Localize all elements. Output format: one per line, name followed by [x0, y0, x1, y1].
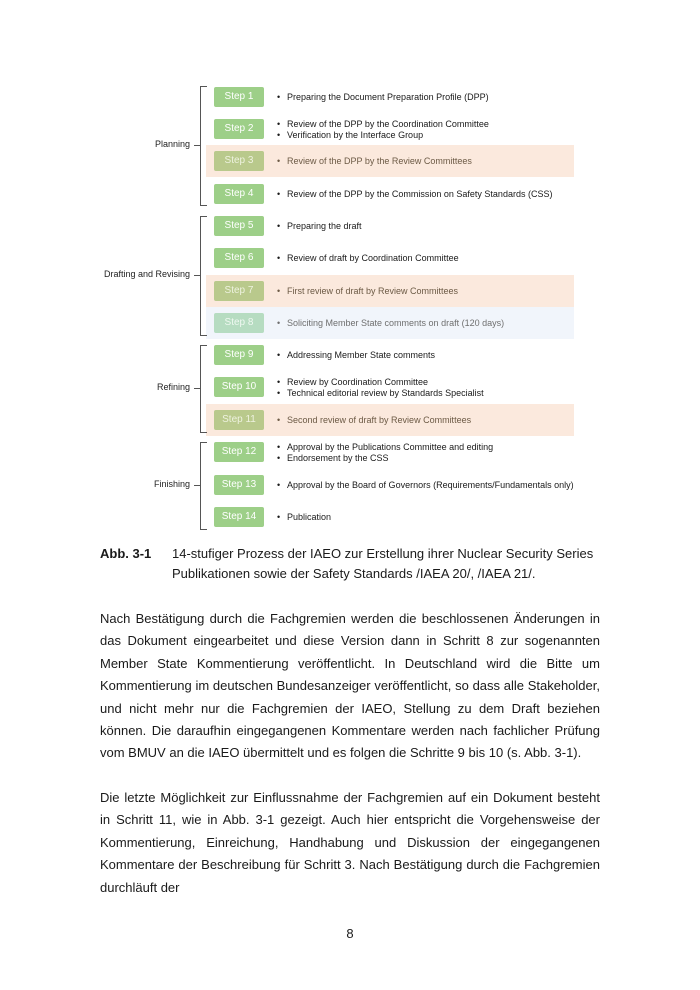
step-7-box: Step 7	[214, 281, 264, 301]
step-11-box: Step 11	[214, 410, 264, 430]
step-11-item: • Second review of draft by Review Committees	[277, 415, 472, 425]
caption-label: Abb. 3-1	[100, 546, 152, 561]
page-number: 8	[346, 926, 354, 941]
step-14-item: • Publication	[277, 512, 332, 522]
refining-bracket	[200, 345, 207, 433]
step-6-box: Step 6	[214, 248, 264, 268]
step-9-item: • Addressing Member State comments	[277, 350, 436, 360]
phase-label-planning: Planning	[154, 139, 190, 149]
paragraph: Die letzte Möglichkeit zur Einflussnahme der Fachgremien auf ein Dokument besteht in Schritt 11, wie in Abb. 3-1 gezeigt. Auch hier entspricht die Vorgehensweise der Kommentierung, Einreichung, Handhabung und Diskussion der eingegangenen Kommentare der Beschreibung für Schritt 3. Nach Bestätigung durch die Fachgremien durchläuft der	[100, 790, 600, 895]
drafting-bracket	[200, 216, 207, 336]
step-1-box: Step 1	[214, 87, 264, 107]
phase-label-finishing: Finishing	[153, 479, 190, 489]
step-5-item: • Preparing the draft	[277, 221, 362, 231]
step-13-item: • Approval by the Board of Governors (Requirements/Fundamentals only)	[277, 480, 574, 490]
finishing-bracket	[200, 442, 207, 530]
step-10-item: • Technical editorial review by Standards Specialist	[277, 388, 484, 398]
step-3-box: Step 3	[214, 151, 264, 171]
step-2-item: • Verification by the Interface Group	[277, 130, 424, 140]
step-13-box: Step 13	[214, 475, 264, 495]
step-12-item: • Approval by the Publications Committee and editing	[277, 442, 494, 452]
caption-text: 14-stufiger Prozess der IAEO zur Erstellung ihrer Nuclear Security Series Publikationen sowie der Safety Standards /IAEA 20/, /IAEA 21/.	[172, 546, 594, 581]
planning-bracket	[200, 86, 207, 206]
step-10-item: • Review by Coordination Committee	[277, 377, 429, 387]
phase-label-refining: Refining	[156, 382, 190, 392]
step-3-item: • Review of the DPP by the Review Committees	[277, 156, 472, 166]
step-9-box: Step 9	[214, 345, 264, 365]
paragraph: Nach Bestätigung durch die Fachgremien werden die beschlossenen Änderungen in das Dokument eingearbeitet und diese Version dann in Schritt 8 zur sogenannten Member State Kommentierung veröffentlicht. In Deutschland wird die Bitte um Kommentierung im deutschen Bundesanzeiger veröffentlicht, so dass alle Stakeholder, und nicht mehr nur die Fachgremien der IAEO, Stellung zu dem Draft beziehen können. Die daraufhin eingegangenen Kommentare werden nach fachlicher Prüfung vom BMUV an die IAEO übermittelt und es folgen die Schritte 9 bis 10 (s. Abb. 3-1).	[100, 611, 600, 761]
step-2-box: Step 2	[214, 119, 264, 139]
step-8-item: • Soliciting Member State comments on draft (120 days)	[277, 318, 505, 328]
step-5-box: Step 5	[214, 216, 264, 236]
step-7-item: • First review of draft by Review Committees	[277, 286, 459, 296]
step-8-box: Step 8	[214, 313, 264, 333]
step-14-box: Step 14	[214, 507, 264, 527]
step-4-box: Step 4	[214, 184, 264, 204]
step-12-box: Step 12	[214, 442, 264, 462]
step-1-item: • Preparing the Document Preparation Profile (DPP)	[277, 92, 489, 102]
step-4-item: • Review of the DPP by the Commission on Safety Standards (CSS)	[277, 189, 553, 199]
phase-label-drafting: Drafting and Revising	[103, 269, 190, 279]
step-12-item: • Endorsement by the CSS	[277, 453, 389, 463]
step-2-item: • Review of the DPP by the Coordination Committee	[277, 119, 489, 129]
step-6-item: • Review of draft by Coordination Committee	[277, 253, 459, 263]
step-10-box: Step 10	[214, 377, 264, 397]
